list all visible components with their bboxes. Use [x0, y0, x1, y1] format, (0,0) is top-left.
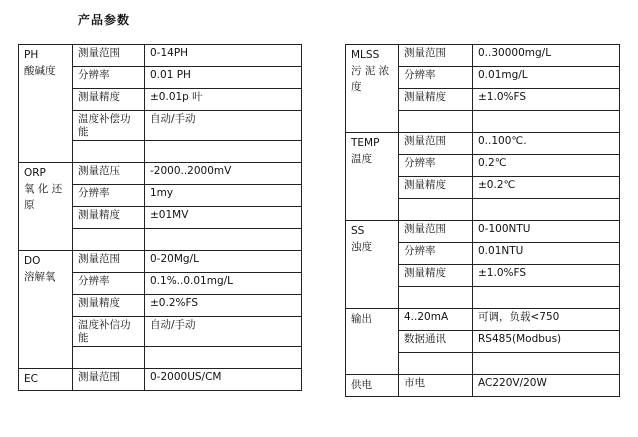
table-row — [19, 163, 302, 185]
category-label: 浊度 — [351, 241, 372, 253]
category-cell — [346, 309, 399, 375]
table-row — [19, 251, 302, 273]
category-label: EC — [24, 373, 38, 385]
param-value-cell: 0-20Mg/L — [145, 251, 302, 273]
param-value-cell: 0.01 PH — [145, 67, 302, 89]
category-label: DO — [24, 255, 41, 267]
param-name-cell: 测量范围 — [399, 133, 473, 155]
table-row — [346, 375, 620, 397]
param-name-cell: 分辨率 — [399, 243, 473, 265]
category-cell — [346, 45, 399, 133]
category-label: 度 — [351, 81, 362, 93]
category-label: 输出 — [351, 313, 372, 325]
category-cell — [346, 133, 399, 221]
category-label: 溶解氧 — [24, 271, 56, 283]
param-value-cell: ±1.0%FS — [473, 265, 620, 287]
category-cell — [346, 221, 399, 309]
param-value-cell: 自动/手动 — [145, 317, 302, 347]
param-name-cell: 分辨率 — [73, 67, 145, 89]
param-value-cell — [145, 347, 302, 369]
param-value-cell — [473, 111, 620, 133]
category-label: PH — [24, 49, 39, 61]
category-label: TEMP — [351, 137, 380, 149]
param-value-cell: 0.1%..0.01mg/L — [145, 273, 302, 295]
category-cell — [19, 369, 73, 391]
table-row — [346, 309, 620, 331]
category-label: ORP — [24, 167, 46, 179]
param-name-cell: 分辨率 — [399, 67, 473, 89]
param-value-cell: 0..30000mg/L — [473, 45, 620, 67]
param-name-cell: 温度补信功能 — [73, 317, 145, 347]
param-name-cell — [73, 347, 145, 369]
param-value-cell — [145, 229, 302, 251]
param-name-cell: 测量精度 — [399, 177, 473, 199]
category-cell — [346, 375, 399, 397]
param-value-cell — [473, 199, 620, 221]
param-value-cell: 0-14PH — [145, 45, 302, 67]
param-value-cell: 可调，负载<750 — [473, 309, 620, 331]
param-value-cell: 0-2000US/CM — [145, 369, 302, 391]
table-row — [19, 369, 302, 391]
category-label: 原 — [24, 199, 35, 211]
spec-table-right — [345, 44, 620, 397]
param-name-cell — [399, 287, 473, 309]
category-label: MLSS — [351, 49, 380, 61]
param-name-cell — [399, 199, 473, 221]
param-name-cell: 测量范围 — [399, 45, 473, 67]
param-name-cell: 4..20mA — [399, 309, 473, 331]
param-value-cell — [145, 141, 302, 163]
param-name-cell — [73, 229, 145, 251]
param-value-cell: 0-100NTU — [473, 221, 620, 243]
param-name-cell: 测量精度 — [73, 295, 145, 317]
spec-table-left — [18, 44, 302, 391]
param-value-cell: 0.2℃ — [473, 155, 620, 177]
param-value-cell: AC220V/20W — [473, 375, 620, 397]
param-name-cell — [399, 111, 473, 133]
param-name-cell: 数据通讯 — [399, 331, 473, 353]
category-label: 污 泥 浓 — [351, 65, 390, 77]
param-name-cell: 测量范围 — [73, 45, 145, 67]
param-name-cell: 分辨率 — [73, 273, 145, 295]
param-name-cell: 测量精度 — [73, 89, 145, 111]
param-name-cell: 测量范围 — [73, 369, 145, 391]
param-value-cell: ±0.2℃ — [473, 177, 620, 199]
category-label: SS — [351, 225, 365, 237]
category-cell — [19, 163, 73, 251]
param-name-cell: 温度补偿功能 — [73, 111, 145, 141]
table-row — [346, 133, 620, 155]
param-value-cell: 0.01mg/L — [473, 67, 620, 89]
param-name-cell: 测量精度 — [73, 207, 145, 229]
param-value-cell: -2000..2000mV — [145, 163, 302, 185]
param-value-cell: RS485(Modbus) — [473, 331, 620, 353]
category-label: 供电 — [351, 379, 372, 391]
param-name-cell — [399, 353, 473, 375]
param-value-cell: ±01MV — [145, 207, 302, 229]
table-row — [346, 45, 620, 67]
param-name-cell: 测量范压 — [73, 163, 145, 185]
category-label: 温度 — [351, 153, 372, 165]
param-name-cell: 测量精度 — [399, 265, 473, 287]
param-value-cell: 1my — [145, 185, 302, 207]
param-value-cell: ±1.0%FS — [473, 89, 620, 111]
param-value-cell: ±0.2%FS — [145, 295, 302, 317]
table-row — [346, 221, 620, 243]
param-name-cell: 测量范围 — [399, 221, 473, 243]
section-heading: 产品参数 — [78, 13, 131, 27]
param-value-cell: 0..100℃. — [473, 133, 620, 155]
table-row — [19, 45, 302, 67]
param-value-cell — [473, 353, 620, 375]
param-value-cell: ±0.01p 叶 — [145, 89, 302, 111]
param-name-cell — [73, 141, 145, 163]
param-value-cell: 自动/手动 — [145, 111, 302, 141]
category-cell — [19, 45, 73, 163]
param-name-cell: 分辨率 — [399, 155, 473, 177]
param-value-cell — [473, 287, 620, 309]
param-name-cell: 分辨率 — [73, 185, 145, 207]
category-label: 氧 化 还 — [24, 183, 63, 195]
category-label: 酸碱度 — [24, 65, 56, 77]
param-value-cell: 0.01NTU — [473, 243, 620, 265]
category-cell — [19, 251, 73, 369]
param-name-cell: 测量范围 — [73, 251, 145, 273]
param-name-cell: 市电 — [399, 375, 473, 397]
param-name-cell: 测量精度 — [399, 89, 473, 111]
